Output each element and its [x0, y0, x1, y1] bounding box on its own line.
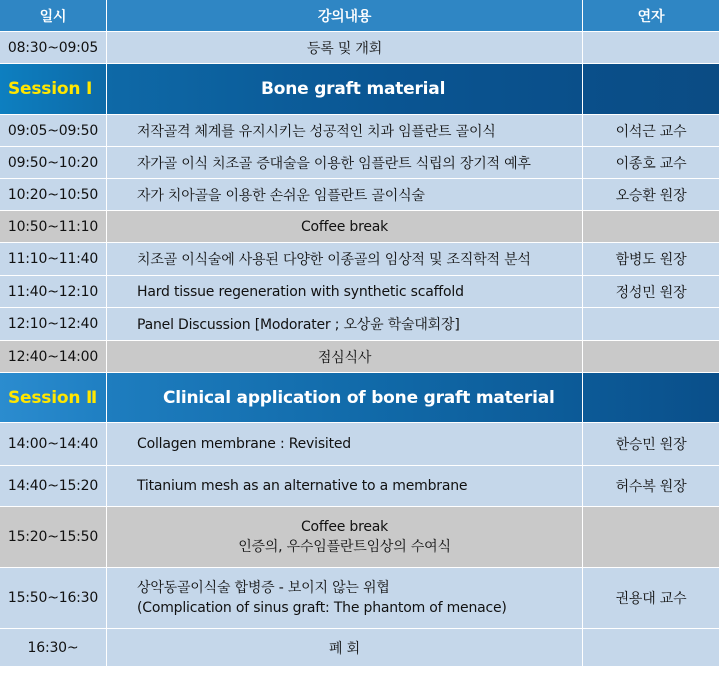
header-speaker: 연자: [583, 0, 720, 32]
row-speaker: 정성민 원장: [583, 276, 720, 308]
row-speaker: 이종호 교수: [583, 147, 720, 179]
row-content: 점심식사: [107, 341, 583, 373]
session-1-banner-end: [583, 64, 720, 115]
row-content: 치조골 이식술에 사용된 다양한 이종골의 임상적 및 조직학적 분석: [107, 243, 583, 276]
row-content: Hard tissue regeneration with synthetic scaffold: [107, 276, 583, 308]
row-time: 12:40~14:00: [0, 341, 107, 373]
row-time: 11:40~12:10: [0, 276, 107, 308]
row-time: 14:40~15:20: [0, 466, 107, 507]
row-content: [107, 568, 583, 629]
row-speaker: [583, 211, 720, 243]
row-speaker: 한승민 원장: [583, 423, 720, 466]
row-time: 15:50~16:30: [0, 568, 107, 629]
row-time: 14:00~14:40: [0, 423, 107, 466]
session-1-title: Bone graft material: [107, 64, 583, 115]
row-speaker: 권용대 교수: [583, 568, 720, 629]
row-time: 08:30~09:05: [0, 32, 107, 64]
row-speaker: 함병도 원장: [583, 243, 720, 276]
session-2-title: Clinical application of bone graft material: [107, 373, 583, 423]
row-speaker: 이석근 교수: [583, 115, 720, 147]
row-speaker: [583, 507, 720, 568]
row-speaker: [583, 629, 720, 667]
row-content: Collagen membrane : Revisited: [107, 423, 583, 466]
session-2-banner-end: [583, 373, 720, 423]
row-speaker: [583, 308, 720, 341]
row-time: 12:10~12:40: [0, 308, 107, 341]
row-content: Panel Discussion [Modorater ; 오상윤 학술대회장]: [107, 308, 583, 341]
row-speaker: 오승환 원장: [583, 179, 720, 211]
row-speaker: [583, 341, 720, 373]
row-time: 09:05~09:50: [0, 115, 107, 147]
row-content-line-1: Coffee break: [300, 519, 389, 535]
row-content: Coffee break: [107, 211, 583, 243]
header-content: 강의내용: [107, 0, 583, 32]
row-time: 09:50~10:20: [0, 147, 107, 179]
row-content: 자가 치아골을 이용한 손쉬운 임플란트 골이식술: [107, 179, 583, 211]
row-speaker: 허수복 원장: [583, 466, 720, 507]
row-time: 15:20~15:50: [0, 507, 107, 568]
row-content-line-2: 인증의, 우수임플란트임상의 수여식: [238, 539, 451, 555]
row-content: 저작골격 체계를 유지시키는 성공적인 치과 임플란트 골이식: [107, 115, 583, 147]
row-content: 폐 회: [107, 629, 583, 667]
session-1-label: Session Ⅰ: [0, 64, 107, 115]
row-content: 등록 및 개회: [107, 32, 583, 64]
row-time: 16:30~: [0, 629, 107, 667]
row-content: 자가골 이식 치조골 증대술을 이용한 임플란트 식립의 장기적 예후: [107, 147, 583, 179]
row-speaker: [583, 32, 720, 64]
row-time: 10:20~10:50: [0, 179, 107, 211]
row-content: [107, 507, 583, 568]
row-time: 10:50~11:10: [0, 211, 107, 243]
row-content-line-1: 상악동골이식술 합병증 - 보이지 않는 위협: [137, 580, 390, 596]
row-time: 11:10~11:40: [0, 243, 107, 276]
row-content: Titanium mesh as an alternative to a membrane: [107, 466, 583, 507]
session-2-label: Session Ⅱ: [0, 373, 107, 423]
header-time: 일시: [0, 0, 107, 32]
row-content-line-2: (Complication of sinus graft: The phantom of menace): [137, 600, 507, 616]
